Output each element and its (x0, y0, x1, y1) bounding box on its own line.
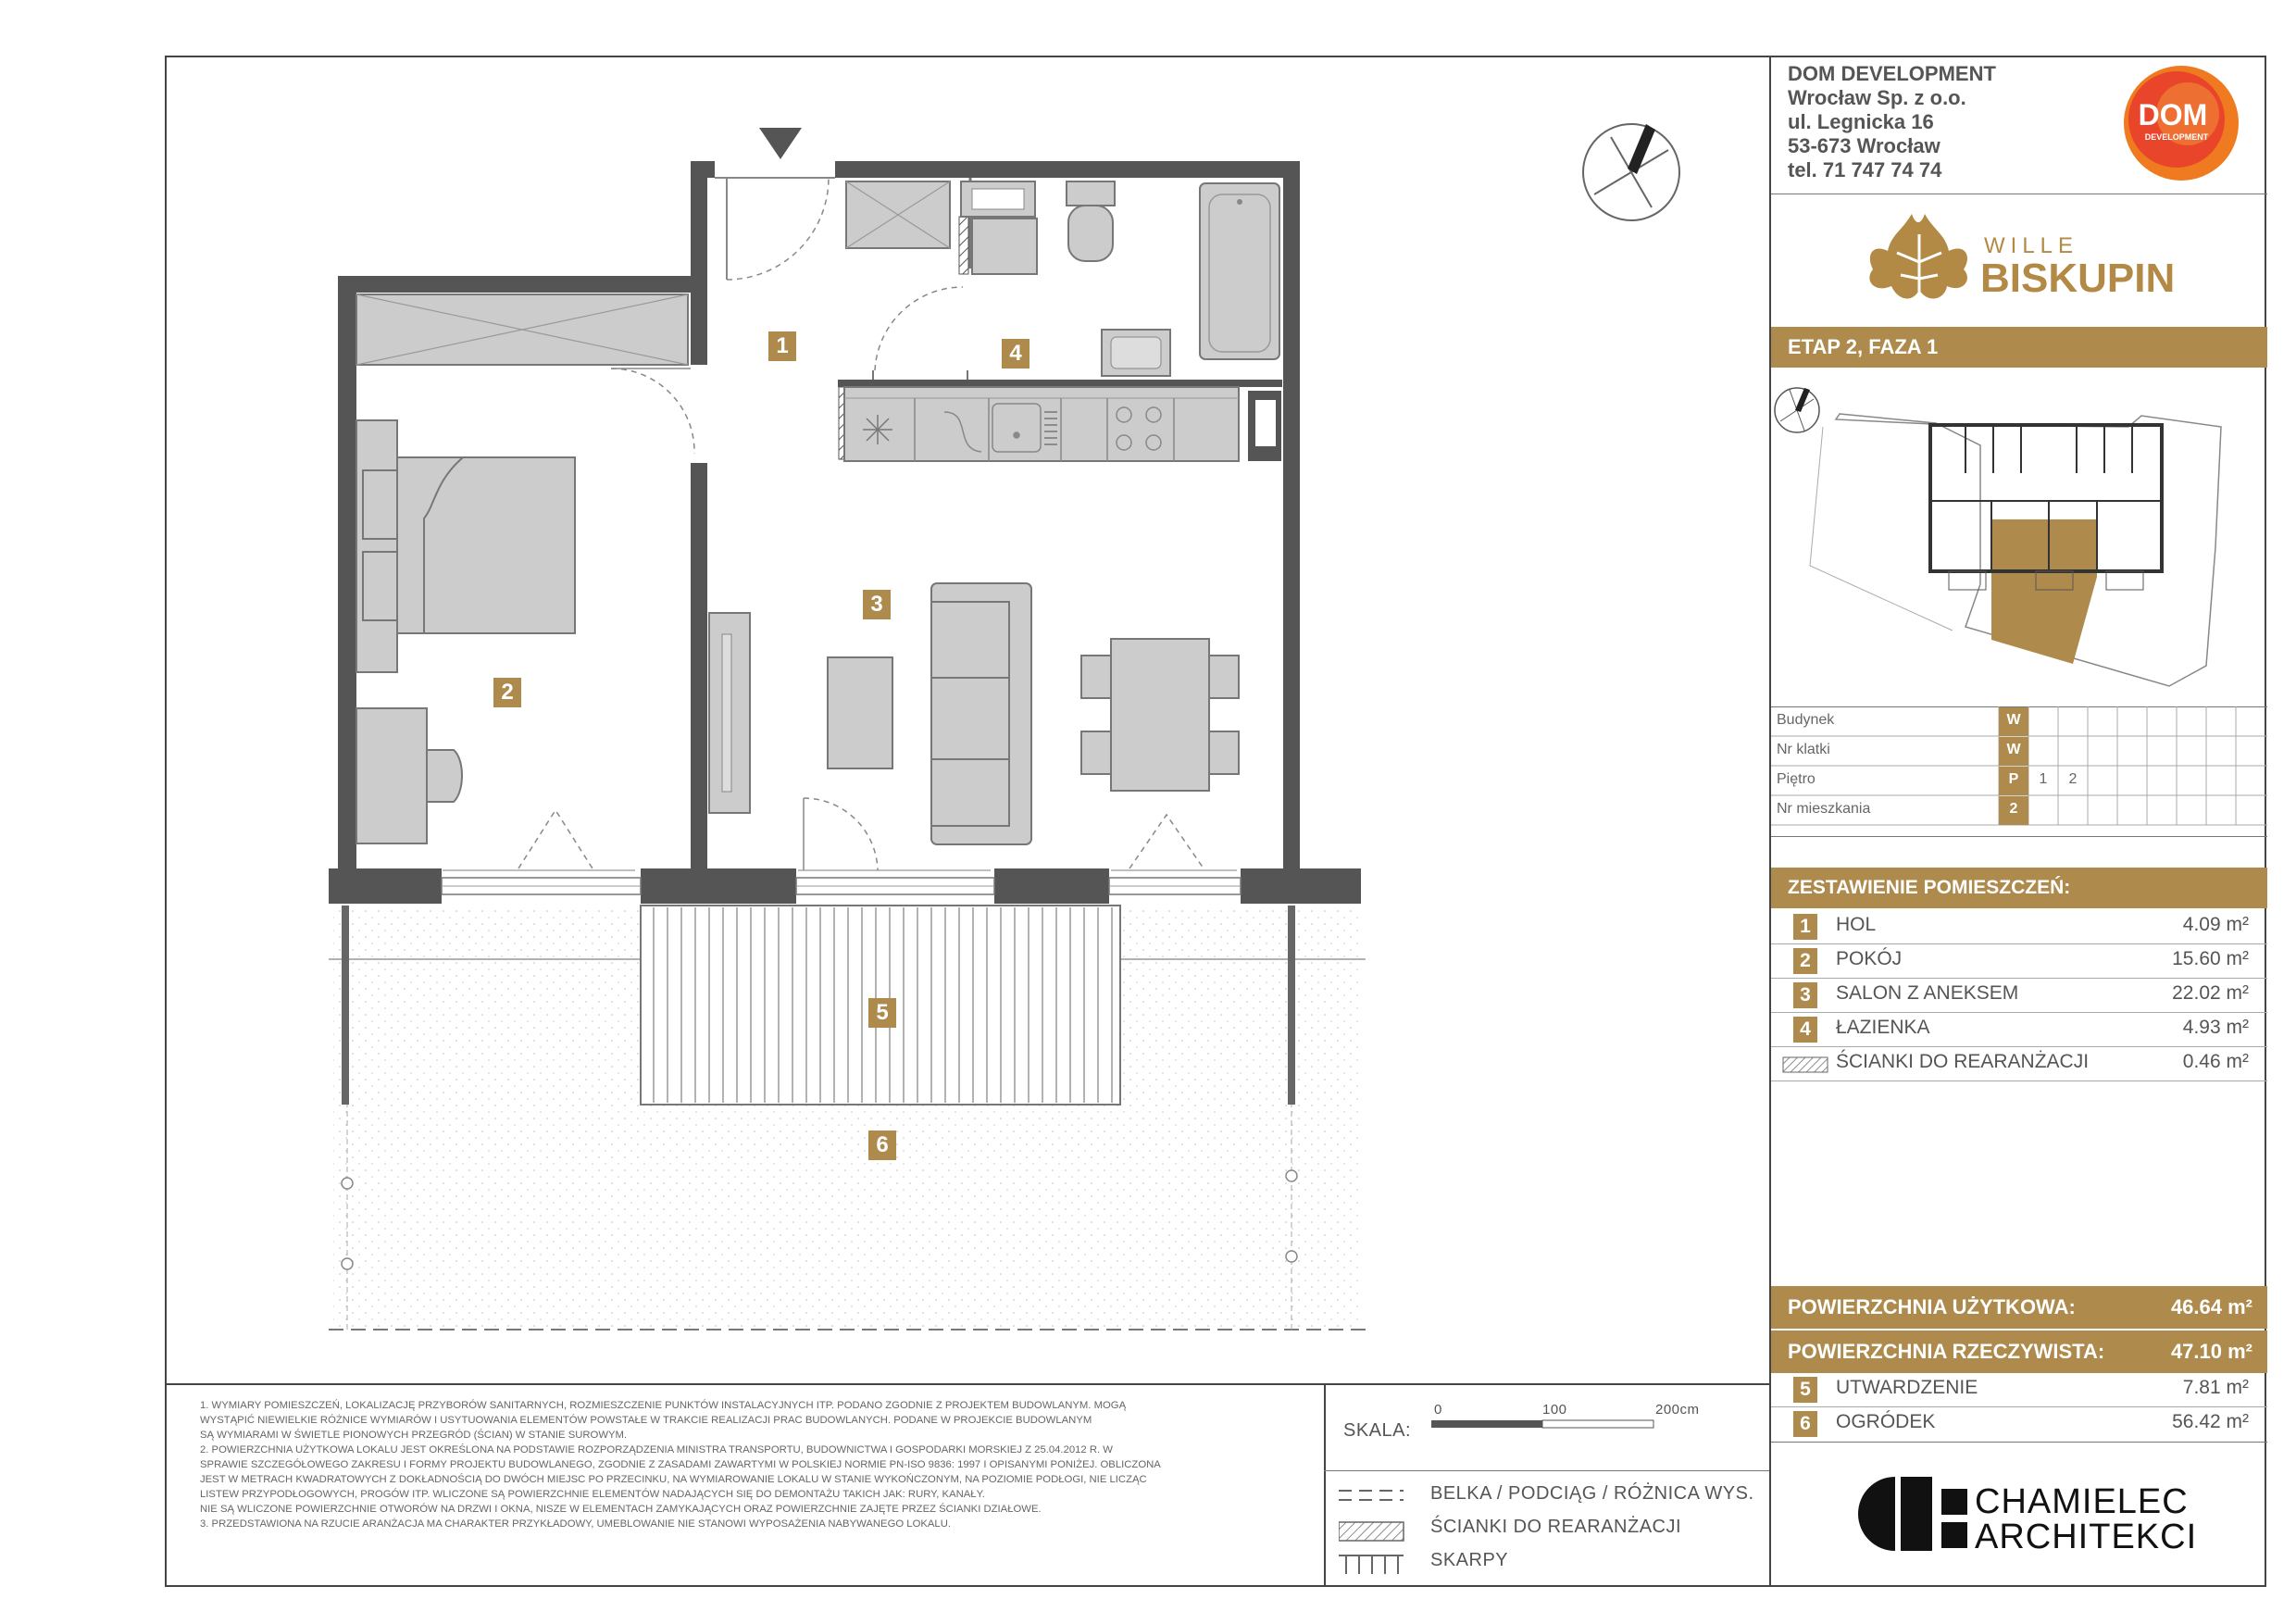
company-name: DOM DEVELOPMENT (1788, 62, 1996, 85)
room-area: 4.09 m² (2182, 914, 2249, 935)
room-num: 2 (1793, 948, 1817, 974)
room-row (1771, 1013, 2267, 1046)
info-label-floor: Piętro (1777, 771, 1816, 787)
architect-logo-icon (1854, 1473, 1938, 1556)
key-plan (1771, 371, 2267, 706)
logo-dom-sub: DEVELOPMENT (2144, 132, 2209, 142)
project-wille: WILLE (1984, 233, 2079, 258)
wille-biskupin-logo (1854, 197, 2188, 318)
note-line: 1. WYMIARY POMIESZCZEŃ, LOKALIZACJĘ PRZYBORÓW SANITARNYCH, ROZMIESZCZENIE PUNKTÓW INSTALACYJNYCH ITP. PODANO ZGODNIE Z PROJEKTEM BUDOWLANYM. MOGĄ (200, 1400, 1127, 1411)
company-line2: Wrocław Sp. z o.o. (1788, 86, 1966, 109)
note-line: JEST W METRACH KWADRATOWYCH Z DOKŁADNOŚCIĄ DO DWÓCH MIEJSC PO PRZECINKU, NA WYMIAROWANIE LOKALU W STANIE WYKOŃCZONYM, NA POZIOMIE PODŁOGI, NIE LICZĄC (200, 1474, 1147, 1485)
logo-dom-text: DOM (2138, 98, 2208, 131)
project-name: BISKUPIN (1980, 256, 2176, 301)
room-name: POKÓJ (1836, 948, 1903, 969)
partitions-row (1771, 1047, 2267, 1081)
plan-label-4: 4 (1002, 339, 1029, 369)
real-area-bar (1771, 1330, 2267, 1373)
real-area-value: 47.10 m² (2170, 1340, 2252, 1363)
outdoor-row (1771, 1373, 2267, 1406)
partitions-name: ŚCIANKI DO REARANŻACJI (1836, 1051, 2090, 1072)
room-name: ŁAZIENKA (1836, 1017, 1930, 1038)
sofa (931, 583, 1031, 844)
outdoor-row (1771, 1407, 2267, 1441)
outdoor-area: 7.81 m² (2182, 1377, 2249, 1398)
info-value-floor-2: 2 (2068, 771, 2078, 787)
room-num: 1 (1793, 914, 1817, 940)
plan-label-2: 2 (493, 678, 521, 707)
outdoor-name: OGRÓDEK (1836, 1411, 1936, 1432)
usable-area-value: 46.64 m² (2170, 1295, 2252, 1318)
outdoor-area: 56.42 m² (2172, 1411, 2249, 1432)
scale-tick-100: 100 (1542, 1402, 1567, 1418)
room-name: HOL (1836, 914, 1877, 935)
scale-tick-200: 200cm (1655, 1402, 1700, 1418)
room-num: 4 (1793, 1017, 1817, 1043)
info-label-stairwell: Nr klatki (1777, 742, 1830, 757)
legend-beam: BELKA / PODCIĄG / RÓŻNICA WYS. (1430, 1483, 1754, 1504)
info-value-floor-p: P (2008, 771, 2019, 787)
note-line: WYSTĄPIĆ NIEWIELKIE RÓŻNICE WYMIARÓW I USYTUOWANIA ELEMENTÓW POWSTAŁE W TRAKCIE REALIZACJI PRAC BUDOWLANYCH. PODANE W PROJEKCIE BUDOWLANYM (200, 1415, 1092, 1426)
note-line: LISTEW PRZYPODŁOGOWYCH, PROGÓW ITP. WLICZONE SĄ POWIERZCHNIE ELEMENTÓW NADAJĄCYCH SIĘ DO DEMONTAŻU TAKICH JAK: RURY, KANAŁY. (200, 1489, 985, 1500)
entrance-marker-icon (759, 128, 802, 159)
company-address: ul. Legnicka 16 (1788, 110, 1934, 133)
company-phone: tel. 71 747 74 74 (1788, 158, 1942, 181)
room-area: 15.60 m² (2172, 948, 2249, 969)
usable-area-label: POWIERZCHNIA UŻYTKOWA: (1788, 1295, 2076, 1318)
info-label-apartment: Nr mieszkania (1777, 801, 1871, 817)
company-city: 53-673 Wrocław (1788, 134, 1940, 157)
notes-divider (165, 1383, 1769, 1385)
architect-line2: ARCHITEKCI (1975, 1518, 2198, 1556)
room-row (1771, 979, 2267, 1012)
stage-bar: ETAP 2, FAZA 1 (1771, 327, 2267, 368)
info-value-floor-1: 1 (2039, 771, 2048, 787)
plan-label-1: 1 (768, 331, 796, 361)
outdoor-num: 5 (1793, 1377, 1817, 1403)
plan-label-3: 3 (863, 590, 891, 619)
note-line: SPRAWIE SZCZEGÓŁOWEGO ZAKRESU I FORMY PROJEKTU BUDOWLANEGO, ZGODNIE Z ZASADAMI ZAWARTYMI W POLSKIEJ NORMIE PN-ISO 9836: 1997 I OPISANYMI PONIŻEJ. OBLICZONA (200, 1459, 1161, 1470)
plan-label-6: 6 (868, 1131, 896, 1160)
info-value-stairwell: W (2006, 742, 2021, 757)
scale-tick-0: 0 (1434, 1402, 1442, 1418)
scale-bar (1426, 1417, 1666, 1435)
room-area: 4.93 m² (2182, 1017, 2249, 1038)
scale-label: SKALA: (1343, 1420, 1412, 1441)
architect-squares-icon (1940, 1487, 1977, 1552)
notes-block (200, 1398, 1265, 1531)
dom-development-logo (2112, 60, 2251, 184)
room-num: 3 (1793, 982, 1817, 1008)
info-value-apartment: 2 (2009, 801, 2018, 817)
info-label-building: Budynek (1777, 712, 1835, 728)
info-panel (1769, 56, 2267, 1586)
note-line: 3. PRZEDSTAWIONA NA RZUCIE ARANŻACJA MA CHARAKTER PRZYKŁADOWY, UMEBLOWANIE NIE STANOWI WYPOSAŻENIA NABYWANEGO LOKALU. (200, 1518, 952, 1530)
note-line: 2. POWIERZCHNIA UŻYTKOWA LOKALU JEST OKREŚLONA NA PODSTAWIE ROZPORZĄDZENIA MINISTRA TRANSPORTU, BUDOWNICTWA I GOSPODARKI MORSKIEJ Z 25.04.2012 R. W (200, 1444, 1113, 1455)
hatch-icon (1782, 1056, 1828, 1073)
usable-area-bar (1771, 1286, 2267, 1329)
outdoor-num: 6 (1793, 1411, 1817, 1437)
rooms-header: ZESTAWIENIE POMIESZCZEŃ: (1771, 868, 2267, 908)
info-value-building: W (2006, 712, 2021, 728)
architect-line1: CHAMIELEC (1975, 1482, 2189, 1521)
legend-partitions: ŚCIANKI DO REARANŻACJI (1430, 1517, 1682, 1537)
note-line: SĄ WYMIARAMI W ŚWIETLE PIONOWYCH PRZEGRÓD (ŚCIAN) W STANIE SUROWYM. (200, 1430, 628, 1441)
legend-slopes: SKARPY (1430, 1550, 1509, 1570)
plan-label-5: 5 (868, 998, 896, 1028)
partitions-area: 0.46 m² (2182, 1051, 2249, 1072)
coffee-table (828, 657, 892, 768)
note-line: NIE SĄ WLICZONE POWIERZCHNIE OTWORÓW NA DRZWI I OKNA, NISZE W ELEMENTACH ZAMYKAJĄCYCH ORAZ POWIERZCHNIE ZAJĘTE PRZEZ ŚCIANKI DZIAŁOWE. (200, 1504, 1042, 1515)
room-area: 22.02 m² (2172, 982, 2249, 1004)
room-row (1771, 910, 2267, 943)
room-row (1771, 944, 2267, 978)
outdoor-name: UTWARDZENIE (1836, 1377, 1978, 1398)
legend-symbols (1339, 1483, 1422, 1585)
real-area-label: POWIERZCHNIA RZECZYWISTA: (1788, 1340, 2105, 1363)
room-name: SALON Z ANEKSEM (1836, 982, 2019, 1004)
compass-icon (1583, 124, 1679, 220)
